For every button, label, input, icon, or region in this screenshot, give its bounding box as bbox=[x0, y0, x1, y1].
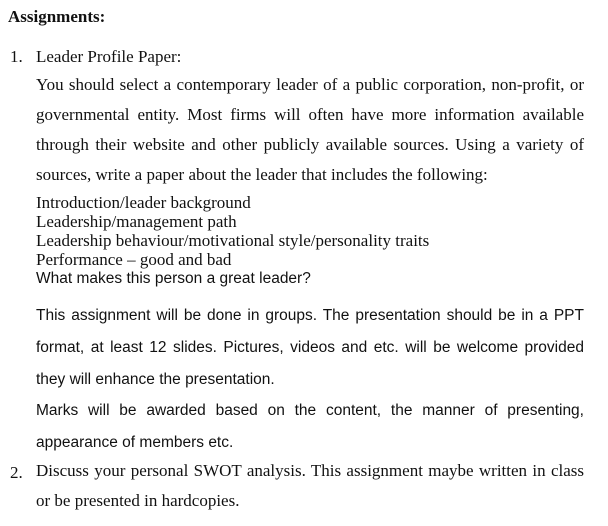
item-2-number: 2. bbox=[10, 463, 23, 482]
list-item: What makes this person a great leader? bbox=[36, 270, 311, 287]
list-item: Leadership/management path bbox=[36, 212, 237, 231]
item-2-text: Discuss your personal SWOT analysis. This assignment maybe written in class or be presented in hardcopies. bbox=[36, 461, 584, 510]
page-heading: Assignments: bbox=[8, 7, 106, 26]
item-1-intro-paragraph: You should select a contemporary leader of a public corporation, non-profit, or governmental entity. Most firms will often have more information available through their website and other publicly available sources. Using a variety of sources, write a paper about the leader that includes the following: bbox=[36, 75, 584, 184]
item-1-group-note: This assignment will be done in groups. The presentation should be in a PPT format, at least 12 slides. Pictures, videos and etc. will be welcome provided they will enhance the presentation. bbox=[36, 307, 584, 388]
list-item: Leadership behaviour/motivational style/personality traits bbox=[36, 231, 430, 250]
item-1-requirements-list bbox=[36, 193, 429, 288]
item-1-title: Leader Profile Paper: bbox=[36, 47, 182, 66]
list-item: Introduction/leader background bbox=[36, 193, 251, 212]
item-1-number: 1. bbox=[10, 47, 23, 66]
item-1-marks-note: Marks will be awarded based on the content, the manner of presenting, appearance of members etc. bbox=[36, 402, 584, 451]
list-item: Performance – good and bad bbox=[36, 250, 232, 269]
